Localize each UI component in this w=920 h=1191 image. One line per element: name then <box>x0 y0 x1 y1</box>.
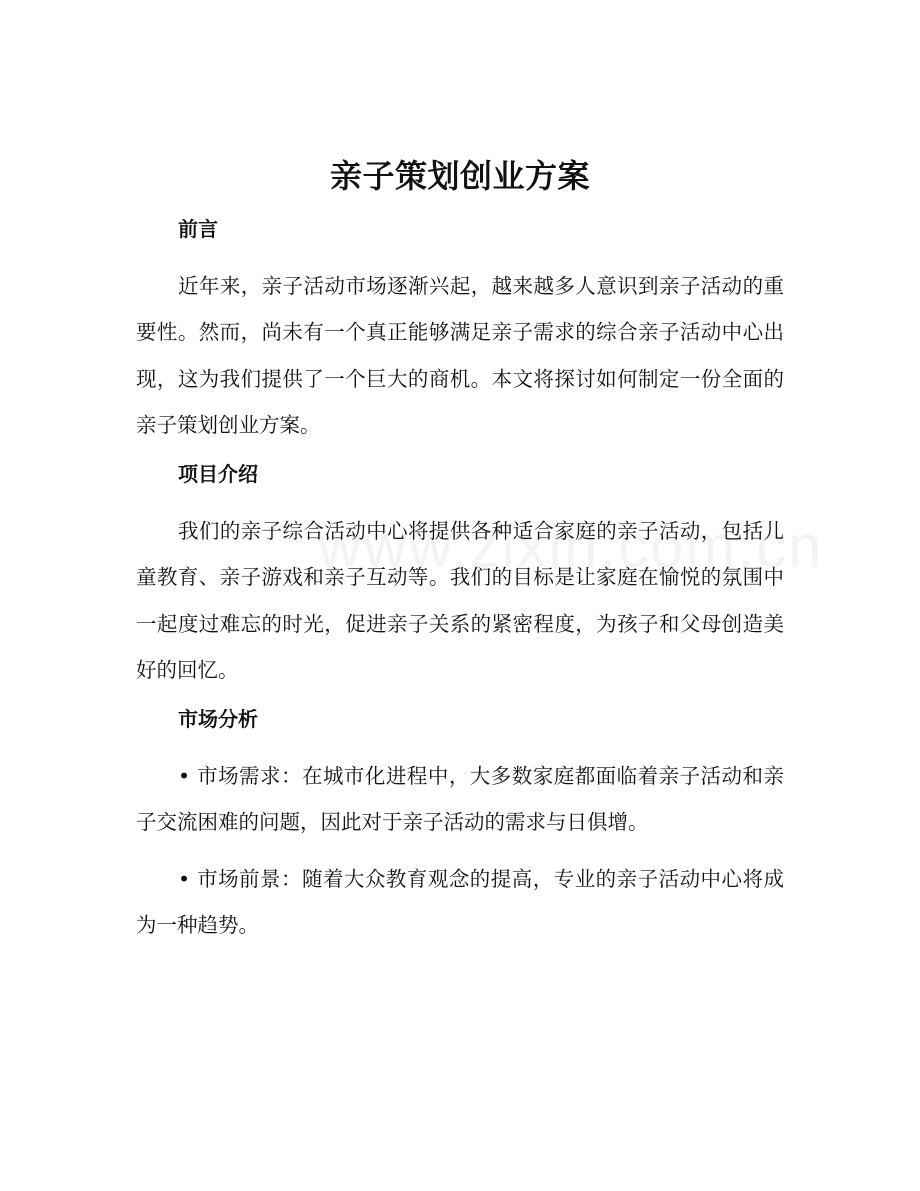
market-outlook-bullet: • 市场前景：随着大众教育观念的提高，专业的亲子活动中心将成为一种趋势。 <box>136 867 784 938</box>
preface-paragraph: 近年来，亲子活动市场逐渐兴起，越来越多人意识到亲子活动的重要性。然而，尚未有一个真正能够满足亲子需求的综合亲子活动中心出现，这为我们提供了一个巨大的商机。本文将探讨如何制定一份全面的亲子策划创业方案。 <box>136 274 784 437</box>
section-heading-preface: 前言 <box>178 217 218 241</box>
market-demand-bullet: • 市场需求：在城市化进程中，大多数家庭都面临着亲子活动和亲子交流困难的问题，因此对于亲子活动的需求与日俱增。 <box>136 764 784 835</box>
document-title: 亲子策划创业方案 <box>329 157 590 195</box>
section-heading-market-analysis: 市场分析 <box>178 707 258 731</box>
section-heading-project-intro: 项目介绍 <box>178 462 258 486</box>
project-intro-paragraph: 我们的亲子综合活动中心将提供各种适合家庭的亲子活动，包括儿童教育、亲子游戏和亲子互动等。我们的目标是让家庭在愉悦的氛围中一起度过难忘的时光，促进亲子关系的紧密程度，为孩子和父母创造美好的回忆。 <box>136 519 784 682</box>
